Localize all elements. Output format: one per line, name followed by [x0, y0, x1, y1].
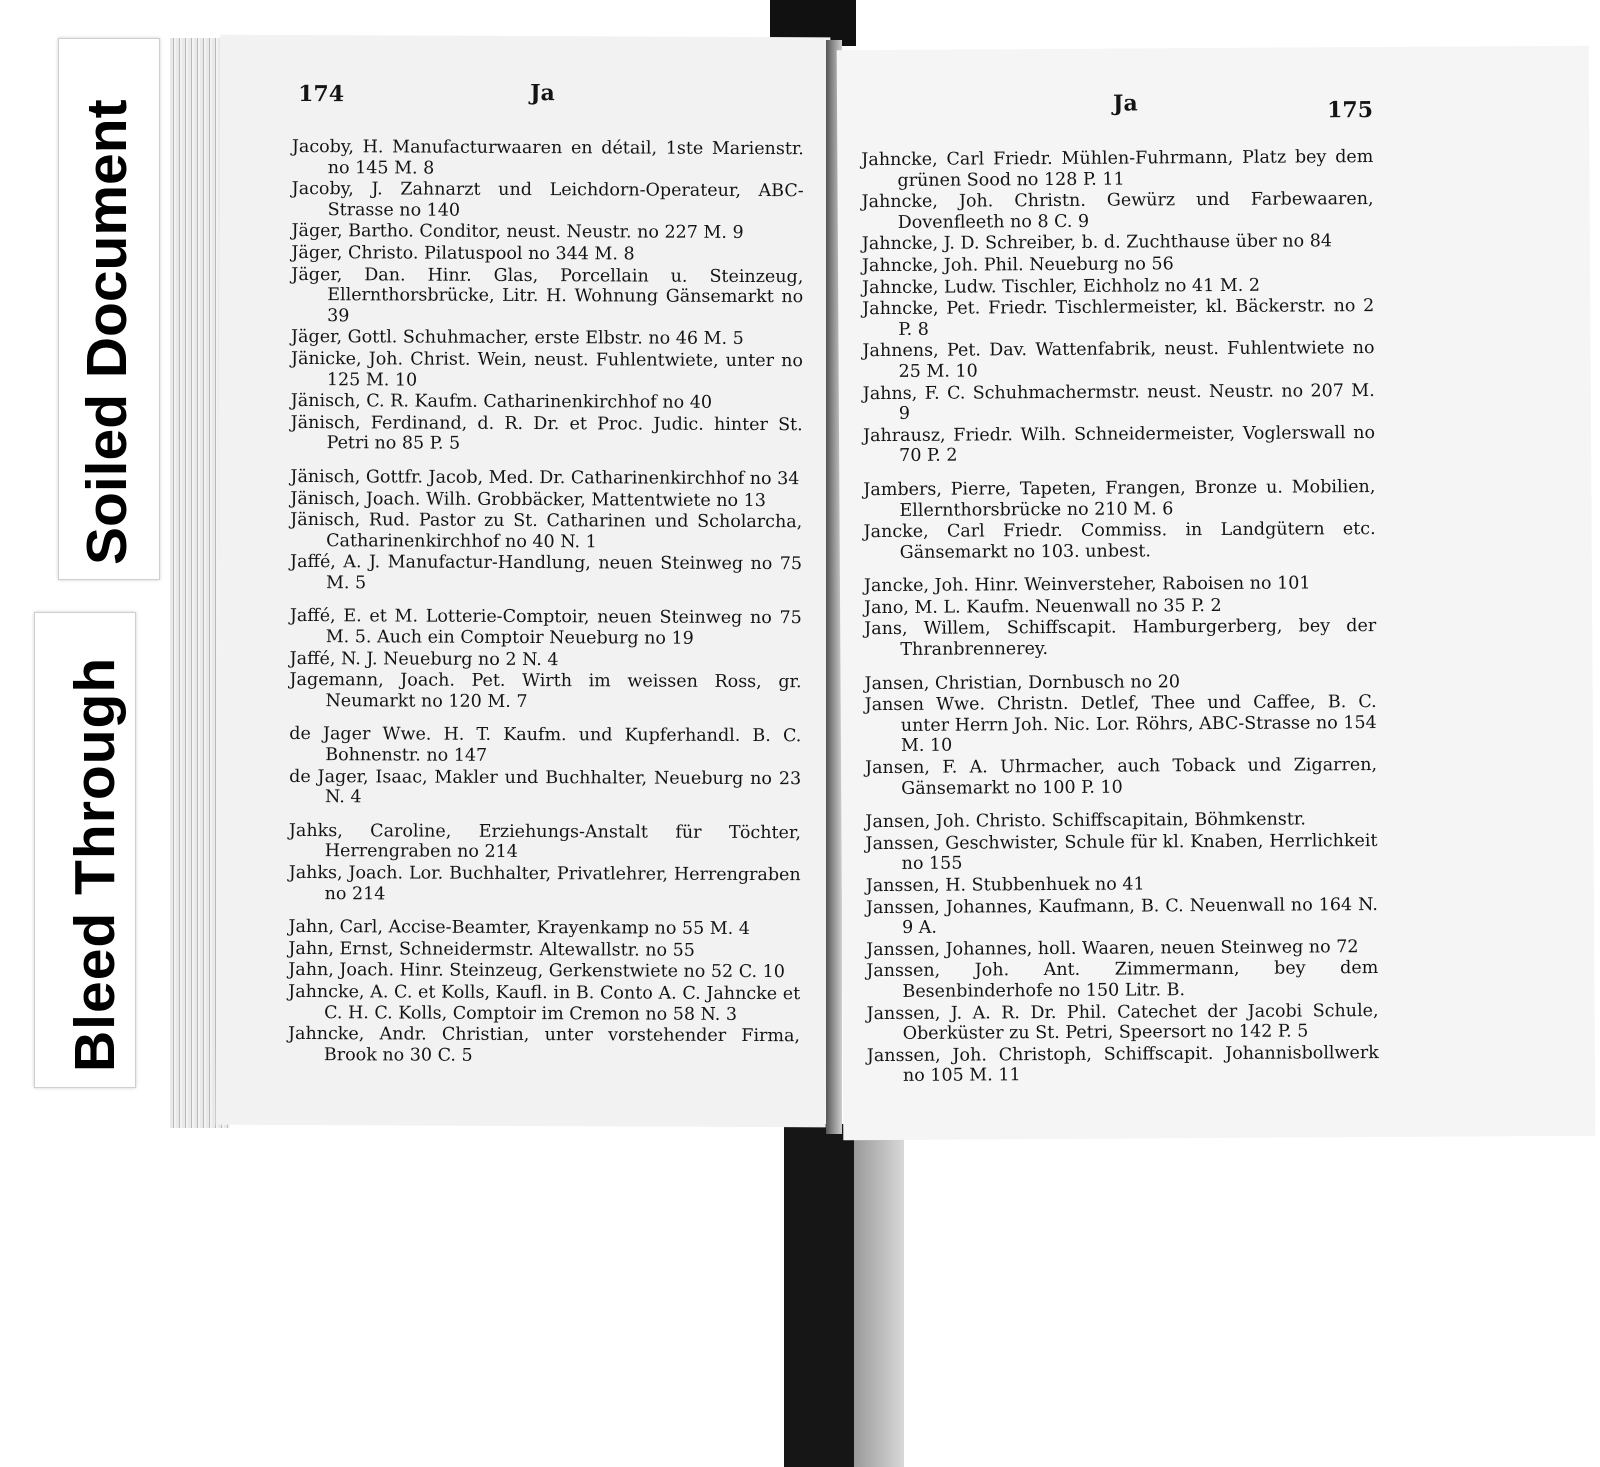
- directory-entry: Jansen, Joh. Christo. Schiffscapitain, Böhmkenstr.: [865, 809, 1306, 833]
- directory-entry: de Jager Wwe. H. T. Kaufm. und Kupferhandl. B. C. Bohnenstr. no 147: [289, 724, 802, 766]
- directory-entry: Janssen, Johannes, Kaufmann, B. C. Neuenwall no 164 N. 9 A.: [865, 894, 1378, 939]
- page-number: 175: [1326, 97, 1374, 124]
- directory-entry: Jahncke, Ludw. Tischler, Eichholz no 41 M. 2: [862, 275, 1261, 298]
- directory-entry: Jahn, Joach. Hinr. Steinzeug, Gerkenstwiete no 52 C. 10: [288, 960, 785, 983]
- directory-entry: Jacoby, H. Manufacturwaaren en détail, 1ste Marienstr. no 145 M. 8: [291, 136, 804, 179]
- directory-entry: Jahn, Carl, Accise-Beamter, Krayenkamp no 55 M. 4: [288, 917, 751, 940]
- directory-entry: Janssen, Geschwister, Schule für kl. Knaben, Herrlichkeit no 155: [865, 830, 1378, 875]
- directory-entry: Jäger, Bartho. Conditor, neust. Neustr. no 227 M. 9: [291, 221, 744, 244]
- directory-entry: Jancke, Joh. Hinr. Weinversteher, Raboisen no 101: [863, 573, 1311, 597]
- directory-entry: Jänicke, Joh. Christ. Wein, neust. Fuhlentwiete, unter no 125 M. 10: [290, 348, 804, 391]
- directory-entry: Jänisch, Ferdinand, d. R. Dr. et Proc. Judic. hinter St. Petri no 85 P. 5: [290, 412, 803, 455]
- directory-entry: Jaffé, N. J. Neueburg no 2 N. 4: [289, 648, 559, 670]
- directory-entry: Jahncke, A. C. et Kolls, Kaufl. in B. Conto A. C. Jahncke et C. H. C. Kolls, Comptoir im Cremon no 58 N. 3: [288, 981, 801, 1025]
- directory-entry: Jano, M. L. Kaufm. Neuenwall no 35 P. 2: [864, 595, 1222, 619]
- directory-entry: Jahks, Caroline, Erziehungs-Anstalt für Töchter, Herrengraben no 214: [288, 820, 801, 863]
- directory-entry: Janssen, H. Stubbenhuek no 41: [865, 874, 1145, 897]
- directory-entry: Jacoby, J. Zahnarzt und Leichdorn-Operateur, ABC-Strasse no 140: [291, 179, 804, 221]
- directory-entry: Jahncke, Carl Friedr. Mühlen-Fuhrmann, Platz bey dem grünen Sood no 128 P. 11: [861, 147, 1374, 191]
- directory-entry: Jahns, F. C. Schuhmachermstr. neust. Neustr. no 207 M. 9: [862, 380, 1375, 425]
- directory-entries: [861, 147, 1379, 1088]
- directory-entry: Jansen, Christian, Dornbusch no 20: [864, 671, 1181, 694]
- directory-entry: Jänisch, Joach. Wilh. Grobbäcker, Mattentwiete no 13: [290, 488, 766, 511]
- directory-entry: Jans, Willem, Schiffscapit. Hamburgerberg, bey der Thranbrennerey.: [864, 616, 1377, 660]
- directory-entry: Jaffé, A. J. Manufactur-Handlung, neuen Steinweg no 75 M. 5: [290, 552, 803, 594]
- directory-entry: Jahncke, Joh. Phil. Neueburg no 56: [861, 254, 1174, 277]
- bleed-through-label: Bleed Through: [63, 656, 127, 1072]
- directory-entry: Jancke, Carl Friedr. Commiss. in Landgütern etc. Gänsemarkt no 103. unbest.: [863, 519, 1376, 563]
- directory-entry: de Jager, Isaac, Makler und Buchhalter, Neueburg no 23 N. 4: [289, 766, 802, 808]
- film-strip-shadow: [854, 1124, 904, 1467]
- right-page: [837, 46, 1596, 1141]
- directory-entry: Jahncke, Pet. Friedr. Tischlermeister, kl. Bäckerstr. no 2 P. 8: [862, 296, 1375, 340]
- running-head: Ja: [530, 80, 555, 107]
- directory-entry: Jäger, Christo. Pilatuspool no 344 M. 8: [291, 242, 635, 265]
- directory-entry: Jahks, Joach. Lor. Buchhalter, Privatlehrer, Herrengraben no 214: [288, 862, 801, 904]
- directory-entry: Janssen, Johannes, holl. Waaren, neuen Steinweg no 72: [866, 936, 1359, 960]
- page-number: 174: [298, 81, 345, 108]
- directory-entry: Janssen, Joh. Christoph, Schiffscapit. Johannisbollwerk no 105 M. 11: [866, 1042, 1379, 1087]
- directory-entry: Janssen, Joh. Ant. Zimmermann, bey dem Besenbinderhofe no 150 Litr. B.: [866, 958, 1379, 1002]
- directory-entry: Jahncke, Andr. Christian, unter vorstehender Firma, Brook no 30 C. 5: [287, 1024, 801, 1066]
- left-page: [216, 35, 831, 1128]
- directory-entry: Jahncke, Joh. Christn. Gewürz und Farbewaaren, Dovenfleeth no 8 C. 9: [861, 189, 1374, 233]
- directory-entry: Jänisch, Rud. Pastor zu St. Catharinen und Scholarcha, Catharinenkirchhof no 40 N. 1: [290, 510, 803, 553]
- directory-entry: Jänisch, Gottfr. Jacob, Med. Dr. Catharinenkirchhof no 34: [290, 466, 800, 490]
- running-head: Ja: [1112, 90, 1138, 117]
- directory-entry: Jaffé, E. et M. Lotterie-Comptoir, neuen Steinweg no 75 M. 5. Auch ein Comptoir Neueburg no 19: [289, 606, 802, 649]
- directory-entry: Jagemann, Joach. Pet. Wirth im weissen Ross, gr. Neumarkt no 120 M. 7: [289, 670, 802, 712]
- directory-entry: Jäger, Gottl. Schuhmacher, erste Elbstr. no 46 M. 5: [291, 327, 744, 350]
- directory-entry: Jahncke, J. D. Schreiber, b. d. Zuchthause über no 84: [861, 231, 1333, 255]
- directory-entry: Jahrausz, Friedr. Wilh. Schneidermeister, Voglerswall no 70 P. 2: [862, 422, 1376, 467]
- film-strip-bottom: [784, 1124, 854, 1467]
- directory-entry: Janssen, J. A. R. Dr. Phil. Catechet der Jacobi Schule, Oberküster zu St. Petri, Speersort no 142 P. 5: [866, 1000, 1379, 1045]
- directory-entry: Jansen, F. A. Uhrmacher, auch Toback und Zigarren, Gänsemarkt no 100 P. 10: [865, 755, 1378, 799]
- directory-entry: Jänisch, C. R. Kaufm. Catharinenkirchhof no 40: [290, 391, 713, 413]
- directory-entry: Jansen Wwe. Christn. Detlef, Thee und Caffee, B. C. unter Herrn Joh. Nic. Lor. Röhrs, ABC-Strasse no 154 M. 10: [864, 692, 1377, 757]
- directory-entry: Jahn, Ernst, Schneidermstr. Altewallstr. no 55: [288, 938, 695, 961]
- directory-entry: Jäger, Dan. Hinr. Glas, Porcellain u. Steinzeug, Ellernthorsbrücke, Litr. H. Wohnung Gänsemarkt no 39: [291, 264, 804, 326]
- soiled-document-label: Soiled Document: [75, 99, 139, 565]
- directory-entries: [288, 137, 804, 1069]
- directory-entry: Jambers, Pierre, Tapeten, Frangen, Bronze u. Mobilien, Ellernthorsbrücke no 210 M. 6: [863, 476, 1376, 521]
- directory-entry: Jahnens, Pet. Dav. Wattenfabrik, neust. Fuhlentwiete no 25 M. 10: [862, 338, 1375, 382]
